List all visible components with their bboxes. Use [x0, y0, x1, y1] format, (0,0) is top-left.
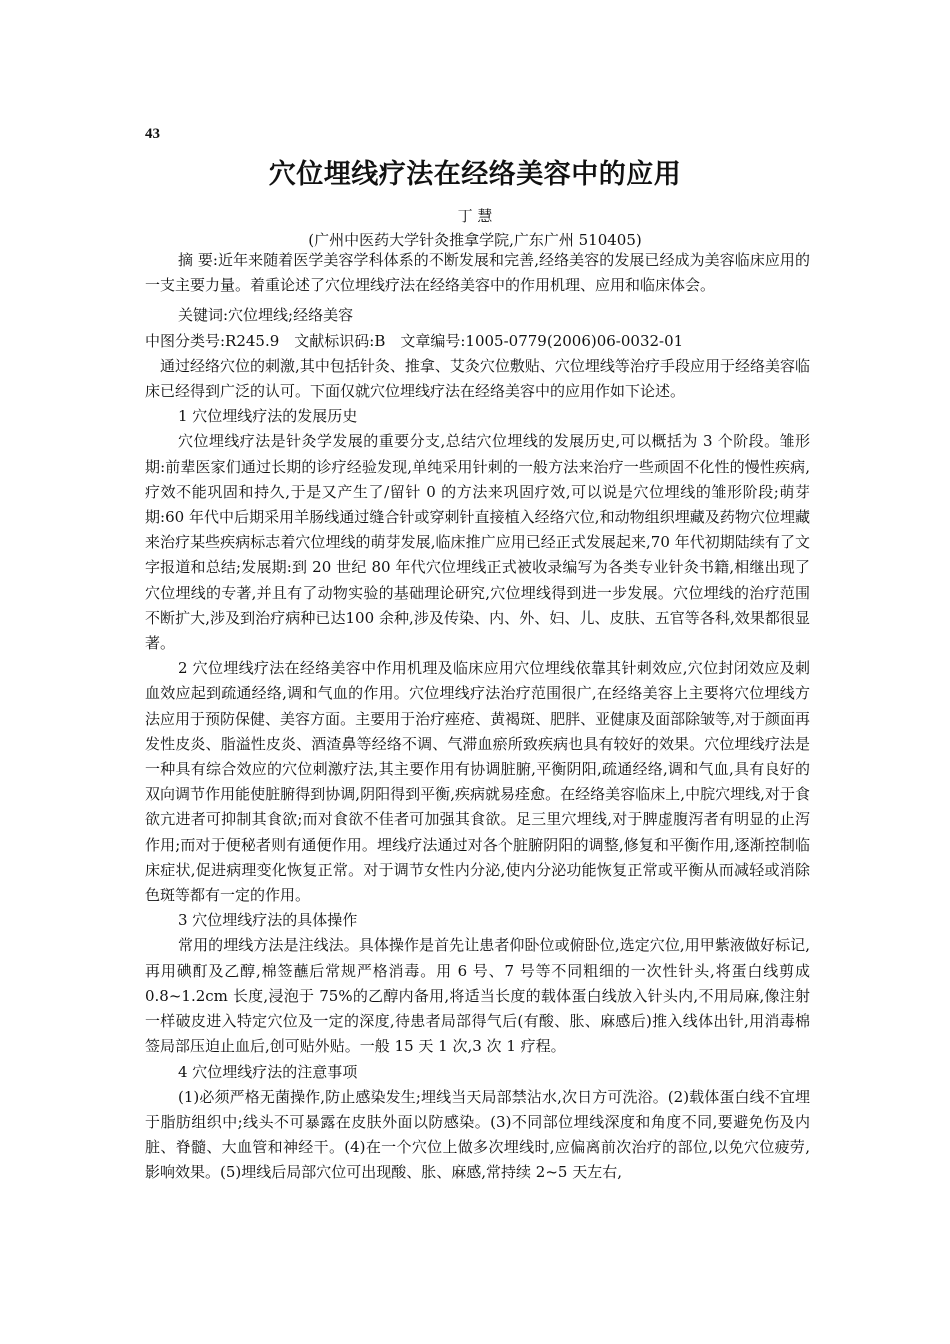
article-body: [145, 248, 810, 1186]
affiliation: (广州中医药大学针灸推拿学院,广东广州 510405): [308, 231, 642, 249]
abstract: 摘 要:近年来随着医学美容学科体系的不断发展和完善,经络美容的发展已经成为美容临床应用的一支主要力量。着重论述了穴位埋线疗法在经络美容中的作用机理、应用和临床体会。: [145, 251, 810, 295]
section-4-heading: 4 穴位埋线疗法的注意事项: [178, 1062, 358, 1081]
intro-paragraph: 通过经络穴位的刺激,其中包括针灸、推拿、艾灸穴位敷贴、穴位埋线等治疗手段应用于经络美容临床已经得到广泛的认可。下面仅就穴位埋线疗法在经络美容中的应用作如下论述。: [145, 356, 810, 401]
section-2-paragraph: 2 穴位埋线疗法在经络美容中作用机理及临床应用穴位埋线依靠其针刺效应,穴位封闭效应及刺血效应起到疏通经络,调和气血的作用。穴位埋线疗法治疗范围很广,在经络美容上主要将穴位埋线方法应用于预防保健、美容方面。主要用于治疗痤疮、黄褐斑、肥胖、亚健康及面部除皱等,对于颜面再发性皮炎、脂溢性皮炎、酒渣鼻等经络不调、气滞血瘀所致疾病也具有较好的效果。穴位埋线疗法是一种具有综合效应的穴位刺激疗法,其主要作用有协调脏腑,平衡阴阳,疏通经络,调和气血,具有良好的双向调节作用能使脏腑得到协调,阴阳得到平衡,疾病就易痊愈。在经络美容临床上,中脘穴埋线,对于食欲亢进者可抑制其食欲;而对食欲不佳者可加强其食欲。足三里穴埋线,对于脾虚腹泻者有明显的止泻作用;而对于便秘者则有通便作用。埋线疗法通过对各个脏腑阴阳的调整,修复和平衡作用,逐渐控制临床症状,促进病理变化恢复正常。对于调节女性内分泌,使内分泌功能恢复正常或平衡从而减轻或消除色斑等都有一定的作用。: [145, 659, 810, 905]
article-title: 穴位埋线疗法在经络美容中的应用: [268, 159, 682, 190]
section-3-paragraph: 常用的埋线方法是注线法。具体操作是首先让患者仰卧位或俯卧位,选定穴位,用甲紫液做好标记,再用碘酊及乙醇,棉签蘸后常规严格消毒。用 6 号、7 号等不同粗细的一次性针头,将蛋白线剪成 0.8~1.2cm 长度,浸泡于 75%的乙醇内备用,将适当长度的载体蛋白线放入针头内,不用局麻,像注射一样破皮进入特定穴位及一定的深度,待患者局部得气后(有酸、胀、麻感后)推入线体出针,用消毒棉签局部压迫止血后,创可贴外贴。一般 15 天 1 次,3 次 1 疗程。: [145, 936, 810, 1056]
author: 丁 慧: [457, 207, 493, 225]
section-1-paragraph: 穴位埋线疗法是针灸学发展的重要分支,总结穴位埋线的发展历史,可以概括为 3 个阶段。雏形期:前辈医家们通过长期的诊疗经验发现,单纯采用针刺的一般方法来治疗一些顽固不化性的慢性疾病,疗效不能巩固和持久,于是又产生了/留针 0 的方法来巩固疗效,可以说是穴位埋线的雏形阶段;萌芽期:60 年代中后期采用羊肠线通过缝合针或穿刺针直接植入经络穴位,和动物组织埋藏及药物穴位埋藏来治疗某些疾病标志着穴位埋线的萌芽发展,临床推广应用已经正式发展起来,70 年代初期陆续有了文字报道和总结;发展期:到 20 世纪 80 年代穴位埋线正式被收录编写为各类专业针灸书籍,相继出现了穴位埋线的专著,并且有了动物实验的基础理论研究,穴位埋线得到进一步发展。穴位埋线的治疗范围不断扩大,涉及到治疗病种已达100 余种,涉及传染、内、外、妇、儿、皮肤、五官等各科,效果都很显著。: [145, 432, 810, 653]
section-3-heading: 3 穴位埋线疗法的具体操作: [178, 911, 358, 930]
keywords: 关键词:穴位埋线;经络美容: [178, 306, 354, 325]
section-1-heading: 1 穴位埋线疗法的发展历史: [178, 407, 358, 426]
page-number: 43: [145, 126, 160, 142]
section-4-paragraph: (1)必须严格无菌操作,防止感染发生;埋线当天局部禁沾水,次日方可洗浴。(2)载体蛋白线不宜埋于脂肪组织中;线头不可暴露在皮肤外面以防感染。(3)不同部位埋线深度和角度不同,要避免伤及内脏、脊髓、大血管和神经干。(4)在一个穴位上做多次埋线时,应偏离前次治疗的部位,以免穴位疲劳,影响效果。(5)埋线后局部穴位可出现酸、胀、麻感,常持续 2~5 天左右,: [145, 1087, 810, 1182]
classification-line: 中图分类号:R245.9 文献标识码:B 文章编号:1005-0779(2006)06-0032-01: [145, 331, 684, 350]
